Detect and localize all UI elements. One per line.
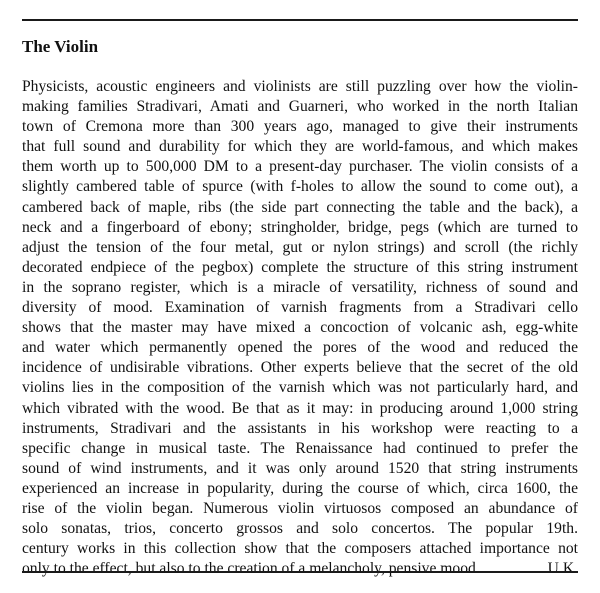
article-line: decorated endpiece of the pegbox) complete the structure of this string instrument <box>22 258 578 276</box>
article-line: violins lies in the composition of the varnish which was not particularly hard, and <box>22 379 578 397</box>
article-line: incidence of undisirable vibrations. Other experts believe that the secret of the old <box>22 359 578 377</box>
article-line: experienced an increase in popularity, during the course of which, circa 1600, the <box>22 479 578 497</box>
article-line: slightly cambered table of spurce (with f-holes to allow the sound to come out), a <box>22 178 578 196</box>
article-body <box>22 77 578 579</box>
article-line: which vibrated with the wood. Be that as it may: in producing around 1,000 string <box>22 399 578 417</box>
article-line: and water which permanently opened the pores of the wood and reduced the <box>22 339 578 357</box>
article-line: that full sound and durability for which they are world-famous, and which makes <box>22 138 578 156</box>
article-line: adjust the tension of the four metal, gut or nylon strings) and scroll (the richly <box>22 238 578 256</box>
article-last-line <box>22 559 578 579</box>
author-initials: U.K. <box>547 560 578 578</box>
article-line: making families Stradivari, Amati and Guarneri, who worked in the north Italian <box>22 98 578 116</box>
article-line: rise of the violin began. Numerous violin virtuosos composed an abundance of <box>22 499 578 517</box>
article-line: cambered back of maple, ribs (the side part connecting the table and the back), a <box>22 198 578 216</box>
article-line: shows that the master may have mixed a concoction of volcanic ash, egg-white <box>22 319 578 337</box>
top-rule <box>22 19 578 21</box>
article-line: town of Cremona more than 300 years ago, managed to give their instruments <box>22 118 578 136</box>
article-line: in the soprano register, which is a miracle of versatility, richness of sound and <box>22 278 578 296</box>
article-line: Physicists, acoustic engineers and violinists are still puzzling over how the violin- <box>22 78 578 95</box>
article-title: The Violin <box>22 37 99 56</box>
article-line: specific change in musical taste. The Renaissance had continued to prefer the <box>22 439 578 457</box>
article-line: neck and a fingerboard of ebony; stringholder, bridge, pegs (which are turned to <box>22 218 578 236</box>
bottom-rule <box>22 571 578 573</box>
article-line: century works in this collection show that the composers attached importance not <box>22 540 578 558</box>
article-last-line-text: only to the effect, but also to the creation of a melancholy, pensive mood. <box>22 560 480 578</box>
article-line: them worth up to 500,000 DM to a present-day purchaser. The violin consists of a <box>22 158 578 176</box>
article-line: diversity of mood. Examination of varnish fragments from a Stradivari cello <box>22 299 578 317</box>
article-line: instruments, Stradivari and the assistants in his workshop were reacting to a <box>22 419 578 437</box>
article-line: sound of wind instruments, and it was only around 1520 that string instruments <box>22 459 578 477</box>
article-line: solo sonatas, trios, concerto grossos and solo concertos. The popular 19th. <box>22 520 578 538</box>
